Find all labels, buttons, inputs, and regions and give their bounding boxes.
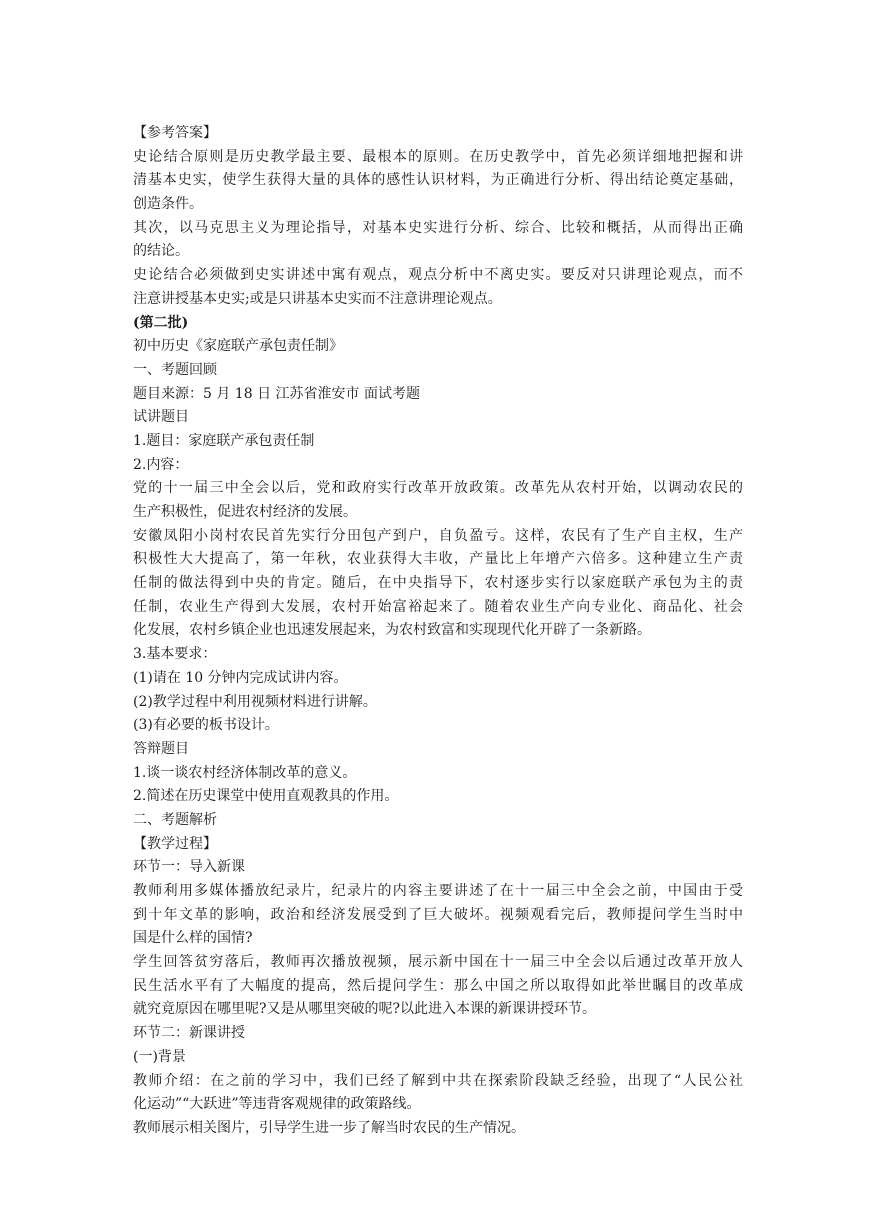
list-item: 2.内容： [133, 456, 189, 473]
step-heading: 环节二：新课讲授 [133, 1025, 245, 1042]
paragraph-line: 教师利用多媒体播放纪录片，纪录片的内容主要讲述了在十一届三中全会之前，中国由于受 [133, 883, 743, 899]
subsection-heading: 答辩题目 [133, 740, 189, 757]
subsection-heading: 试讲题目 [133, 409, 189, 426]
paragraph-line: 清基本史实，使学生获得大量的具体的感性认识材料，为正确进行分析、得出结论奠定基础， [133, 172, 743, 189]
paragraph-line: 化运动”“大跃进”等违背客观规律的政策路线。 [133, 1096, 421, 1113]
paragraph-line: 安徽凤阳小岗村农民首先实行分田包产到户，自负盈亏。这样，农民有了生产自主权，生产 [133, 527, 743, 544]
list-item: 1.题目：家庭联产承包责任制 [133, 432, 315, 449]
paragraph-line: 党的十一届三中全会以后，党和政府实行改革开放政策。改革先从农村开始，以调动农民的 [133, 480, 743, 497]
list-item: 3.基本要求： [133, 646, 217, 663]
paragraph-line: 化发展，农村乡镇企业也迅速发展起来，为农村致富和实现现代化开辟了一条新路。 [133, 622, 651, 639]
paragraph-line: 史论结合原则是历史教学最主要、最根本的原则。在历史教学中，首先必须详细地把握和讲 [133, 148, 743, 165]
answer-heading: 【参考答案】 [133, 125, 217, 141]
list-item: 2.简述在历史课堂中使用直观教具的作用。 [133, 788, 399, 805]
paragraph-line: 就究竟原因在哪里呢?又是从哪里突破的呢?以此进入本课的新课讲授环节。 [133, 1001, 597, 1018]
list-item: (2)教学过程中利用视频材料进行讲解。 [133, 693, 377, 710]
paragraph-line: 到十年文革的影响，政治和经济发展受到了巨大破坏。视频观看完后，教师提问学生当时中 [133, 906, 743, 923]
source-line: 题目来源：5 月 18 日 江苏省淮安市 面试考题 [133, 385, 420, 402]
paragraph-line: 生产积极性，促进农村经济的发展。 [133, 504, 357, 520]
course-title: 初中历史《家庭联产承包责任制》 [133, 338, 343, 355]
process-heading: 【教学过程】 [133, 835, 217, 852]
batch-heading: (第二批) [133, 314, 189, 331]
paragraph-line: 注意讲授基本史实;或是只讲基本史实而不注意讲理论观点。 [133, 290, 502, 307]
list-item: (3)有必要的板书设计。 [133, 717, 279, 734]
list-item: (1)请在 10 分钟内完成试讲内容。 [133, 669, 348, 686]
step-heading: 环节一：导入新课 [133, 859, 245, 876]
section-heading: 二、考题解析 [133, 811, 217, 828]
paragraph-line: 其次，以马克思主义为理论指导，对基本史实进行分析、综合、比较和概括，从而得出正确 [133, 219, 743, 236]
document-page [133, 122, 743, 1141]
paragraph-line: 史论结合必须做到史实讲述中寓有观点，观点分析中不离史实。要反对只讲理论观点，而不 [133, 267, 743, 284]
paragraph-line: 积极性大大提高了，第一年秋，农业获得大丰收，产量比上年增产六倍多。这种建立生产责 [133, 551, 743, 568]
paragraph-line: 学生回答贫穷落后，教师再次播放视频，展示新中国在十一届三中全会以后通过改革开放人 [133, 954, 743, 971]
subheading: (一)背景 [133, 1048, 186, 1065]
paragraph-line: 创造条件。 [133, 196, 203, 213]
paragraph-line: 任制，农业生产得到大发展，农村开始富裕起来了。随着农业生产向专业化、商品化、社会 [133, 598, 743, 615]
list-item: 1.谈一谈农村经济体制改革的意义。 [133, 764, 357, 781]
paragraph-line: 的结论。 [133, 243, 189, 260]
paragraph-line: 任制的做法得到中央的肯定。随后，在中央指导下，农村逐步实行以家庭联产承包为主的责 [133, 575, 743, 592]
section-heading: 一、考题回顾 [133, 361, 217, 378]
paragraph-line: 民生活水平有了大幅度的提高，然后提问学生：那么中国之所以取得如此举世瞩目的改革成 [133, 977, 743, 994]
paragraph-line: 教师展示相关图片，引导学生进一步了解当时农民的生产情况。 [133, 1119, 525, 1136]
paragraph-line: 国是什么样的国情? [133, 930, 253, 947]
paragraph-line: 教师介绍：在之前的学习中，我们已经了解到中共在探索阶段缺乏经验，出现了“人民公社 [133, 1072, 743, 1089]
